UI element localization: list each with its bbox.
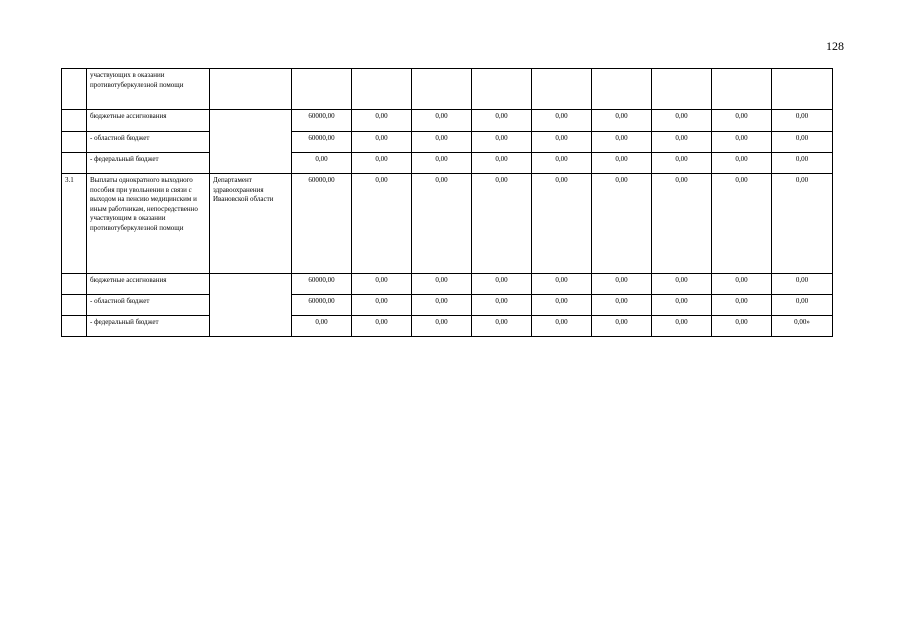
value-cell: 0,00 — [412, 132, 472, 153]
executor-cell — [210, 110, 292, 174]
row-number-cell — [62, 132, 87, 153]
row-name-cell: бюджетные ассигнования — [87, 110, 210, 132]
row-name-cell: Выплаты однократного выходного пособия при увольнении в связи с выходом на пенсию медицинским и иным работникам, непосредственно участвующим в оказании противотуберкулезной помощи — [87, 174, 210, 274]
value-cell: 0,00 — [772, 153, 833, 174]
value-cell: 0,00 — [772, 132, 833, 153]
row-number-cell — [62, 274, 87, 295]
table-row — [62, 153, 833, 174]
value-cell: 0,00 — [712, 316, 772, 337]
value-cell: 0,00 — [532, 132, 592, 153]
row-name-cell: - областной бюджет — [87, 295, 210, 316]
table-row — [62, 69, 833, 110]
value-cell: 0,00 — [472, 316, 532, 337]
value-cell — [772, 69, 833, 110]
value-cell: 0,00 — [352, 295, 412, 316]
row-number-cell — [62, 110, 87, 132]
value-cell: 60000,00 — [292, 295, 352, 316]
row-name-cell: - областной бюджет — [87, 132, 210, 153]
table-row — [62, 174, 833, 274]
value-cell: 0,00» — [772, 316, 833, 337]
value-cell: 0,00 — [532, 174, 592, 274]
value-cell: 0,00 — [412, 316, 472, 337]
row-name-cell: участвующих в оказании противотуберкулезной помощи — [87, 69, 210, 110]
value-cell: 0,00 — [532, 274, 592, 295]
value-cell: 0,00 — [412, 274, 472, 295]
value-cell: 0,00 — [292, 316, 352, 337]
value-cell — [592, 69, 652, 110]
value-cell: 0,00 — [472, 295, 532, 316]
value-cell: 0,00 — [472, 110, 532, 132]
row-name-cell: - федеральный бюджет — [87, 153, 210, 174]
value-cell: 0,00 — [712, 274, 772, 295]
executor-cell — [210, 69, 292, 110]
value-cell: 0,00 — [652, 295, 712, 316]
value-cell: 0,00 — [592, 174, 652, 274]
value-cell: 0,00 — [592, 316, 652, 337]
value-cell — [412, 69, 472, 110]
value-cell: 0,00 — [472, 274, 532, 295]
row-number-cell: 3.1 — [62, 174, 87, 274]
value-cell — [532, 69, 592, 110]
value-cell: 0,00 — [592, 110, 652, 132]
value-cell: 0,00 — [352, 110, 412, 132]
value-cell: 0,00 — [292, 153, 352, 174]
value-cell: 0,00 — [352, 132, 412, 153]
value-cell: 0,00 — [712, 153, 772, 174]
table-row — [62, 316, 833, 337]
value-cell — [292, 69, 352, 110]
executor-cell: Департамент здравоохранения Ивановской области — [210, 174, 292, 274]
value-cell: 0,00 — [772, 295, 833, 316]
value-cell: 0,00 — [652, 174, 712, 274]
value-cell — [352, 69, 412, 110]
row-number-cell — [62, 316, 87, 337]
value-cell: 0,00 — [712, 174, 772, 274]
value-cell: 0,00 — [532, 316, 592, 337]
value-cell: 0,00 — [472, 174, 532, 274]
budget-table — [61, 68, 833, 337]
value-cell: 0,00 — [772, 110, 833, 132]
value-cell: 0,00 — [652, 110, 712, 132]
table-row — [62, 274, 833, 295]
row-number-cell — [62, 153, 87, 174]
row-name-cell: бюджетные ассигнования — [87, 274, 210, 295]
value-cell: 0,00 — [532, 295, 592, 316]
value-cell: 0,00 — [472, 132, 532, 153]
value-cell: 0,00 — [592, 274, 652, 295]
table-row — [62, 132, 833, 153]
row-number-cell — [62, 69, 87, 110]
value-cell: 0,00 — [592, 153, 652, 174]
value-cell: 60000,00 — [292, 110, 352, 132]
value-cell: 0,00 — [412, 110, 472, 132]
value-cell: 0,00 — [412, 174, 472, 274]
value-cell: 0,00 — [592, 132, 652, 153]
value-cell: 0,00 — [472, 153, 532, 174]
value-cell: 0,00 — [352, 274, 412, 295]
value-cell: 60000,00 — [292, 132, 352, 153]
value-cell: 0,00 — [412, 153, 472, 174]
value-cell: 60000,00 — [292, 274, 352, 295]
value-cell: 0,00 — [712, 132, 772, 153]
table-row — [62, 110, 833, 132]
value-cell: 0,00 — [712, 295, 772, 316]
value-cell: 0,00 — [652, 132, 712, 153]
value-cell: 0,00 — [772, 274, 833, 295]
value-cell: 0,00 — [652, 316, 712, 337]
executor-cell — [210, 274, 292, 337]
value-cell — [472, 69, 532, 110]
value-cell: 0,00 — [352, 153, 412, 174]
value-cell: 0,00 — [652, 153, 712, 174]
value-cell: 0,00 — [772, 174, 833, 274]
value-cell — [652, 69, 712, 110]
value-cell: 0,00 — [532, 153, 592, 174]
page-number: 128 — [826, 39, 844, 53]
row-name-cell: - федеральный бюджет — [87, 316, 210, 337]
value-cell: 0,00 — [352, 316, 412, 337]
value-cell: 60000,00 — [292, 174, 352, 274]
value-cell: 0,00 — [712, 110, 772, 132]
table-row — [62, 295, 833, 316]
row-number-cell — [62, 295, 87, 316]
value-cell — [712, 69, 772, 110]
value-cell: 0,00 — [352, 174, 412, 274]
value-cell: 0,00 — [532, 110, 592, 132]
value-cell: 0,00 — [592, 295, 652, 316]
value-cell: 0,00 — [652, 274, 712, 295]
value-cell: 0,00 — [412, 295, 472, 316]
